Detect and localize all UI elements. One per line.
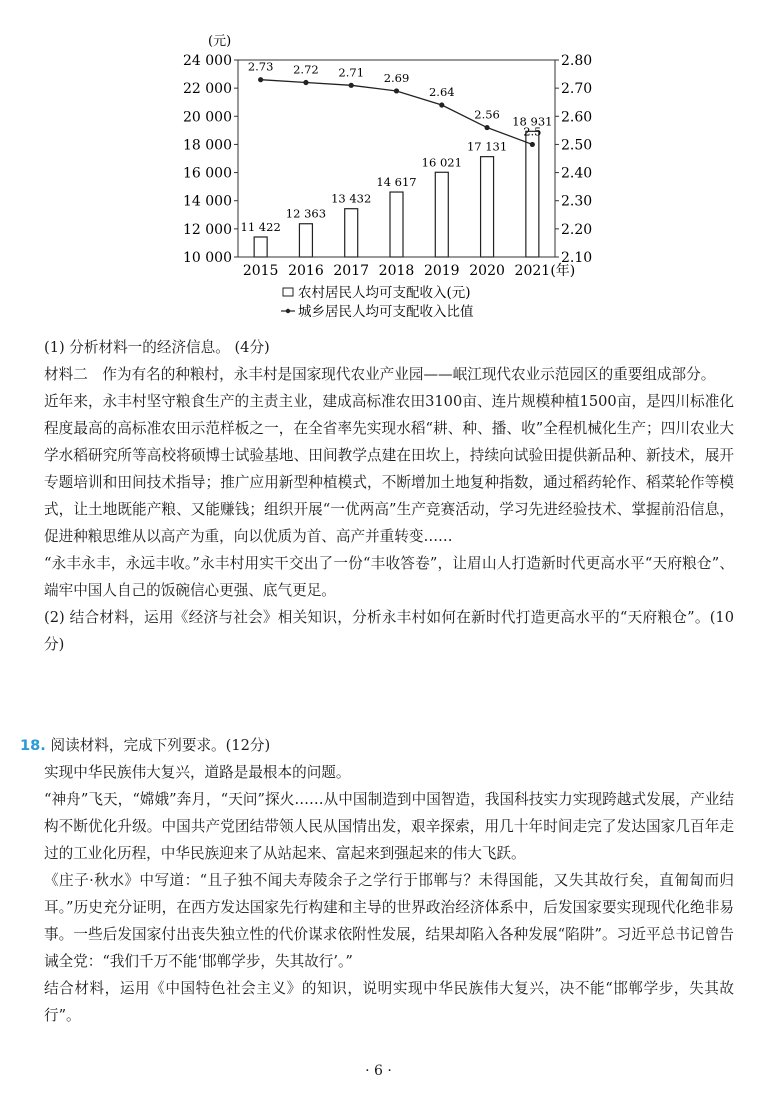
y-left-tick-label: 14 000 [183,193,232,210]
q18-paragraph-3: 《庄子·秋水》中写道：“且子独不闻夫寿陵余子之学行于邯郸与？未得国能，又失其故行矣，直匍匐而归耳。”历史充分证明，在西方发达国家先行构建和主导的世界政治经济体系中，后发国家要实现现代化绝非易事。一些后发国家付出丧失独立性的代价谋求依附性发展，结果却陷入各种发展“陷阱”。习近平总书记曾告诫全党：“我们千万不能‘邯郸学步，失其故行’。” [44,872,734,970]
x-tick-label: 2015 [242,263,279,279]
y-right-tick-label: 2.50 [561,137,593,154]
x-tick-label: 2016 [288,263,324,279]
rural-income-bar [435,172,448,257]
rural-income-bar-label: 14 617 [376,175,417,190]
q17-material-2-paragraph-2: “永丰永丰，永远丰收。”永丰村用实干交出了一份“丰收答卷”，让眉山人打造新时代更高水平“天府粮仓”、端牢中国人自己的饭碗信心更强、底气更足。 [44,555,734,599]
rural-income-bar [481,157,494,257]
x-tick-label: 2021 [514,263,551,279]
income-chart [0,0,757,330]
rural-income-bar-label: 18 931 [512,114,553,129]
rural-income-bar [390,192,403,257]
legend-line-marker [286,309,290,313]
legend-line-label: 城乡居民人均可支配收入比值 [298,304,474,320]
rural-income-bar-label: 17 131 [466,139,508,154]
income-ratio-label: 2.64 [428,85,455,100]
income-ratio-label: 2.73 [247,59,274,74]
q17-subquestion-1: (1) 分析材料一的经济信息。 (4分) [44,339,270,356]
page-number: · 6 · [365,1063,392,1079]
y-right-tick-label: 2.80 [561,53,593,69]
rural-income-bar [526,131,539,257]
q18-number: 18. [20,737,46,754]
income-ratio-label: 2.71 [338,65,365,80]
q18-paragraph-2: “神舟”飞天，“嫦娥”奔月，“天问”探火……从中国制造到中国智造，我国科技实力实现跨越式发展，产业结构不断优化升级。中国共产党团结带领人民从国情出发，艰辛探索，用几十年时间走完了发达国家几百年走过的工业化历程，中华民族迎来了从站起来、富起来到强起来的伟大飞跃。 [44,791,734,862]
income-ratio-point [349,83,354,88]
x-tick-label: 2020 [469,263,505,279]
income-ratio-label: 2.69 [383,70,410,85]
y-left-tick-label: 16 000 [183,165,232,182]
y-left-tick-label: 24 000 [183,53,232,69]
q17-material-2-paragraph-1: 近年来，永丰村坚守粮食生产的主责主业，建成高标准农田3100亩、连片规模种植1500亩，是四川标准化程度最高的高标准农田示范样板之一，在全省率先实现水稻“耕、种、播、收”全程机械化生产；四川农业大学水稻研究所等高校将硕博士试验基地、田间教学点建在田坎上，持续向试验田提供新品种、新技术，展开专题培训和田间技术指导；推广应用新型种植模式，不断增加土地复种指数，通过稻药轮作、稻菜轮作等模式，让土地既能产粮、又能赚钱；组织开展“一优两高”生产竞赛活动，学习先进经验技术、掌握前沿信息，促进种粮思维从以高产为重，向以优质为首、高产并重转变…… [44,393,734,545]
legend-bar-swatch [283,288,293,296]
y-left-unit: (元) [208,34,232,49]
q17-subquestion-2: (2) 结合材料，运用《经济与社会》相关知识，分析永丰村如何在新时代打造更高水平的“天府粮仓”。(10分) [44,609,734,653]
x-tick-label: 2018 [378,263,415,279]
rural-income-bar [345,209,358,257]
y-right-tick-label: 2.10 [561,250,593,266]
rural-income-bar-label: 12 363 [285,206,327,221]
y-left-tick-label: 20 000 [183,109,232,126]
income-ratio-point [303,80,308,85]
rural-income-bar-label: 13 432 [331,191,372,206]
legend-bar-label: 农村居民人均可支配收入(元) [298,285,471,301]
income-ratio-point [394,88,399,93]
rural-income-bar-label: 16 021 [421,155,462,170]
y-right-tick-label: 2.60 [561,109,593,126]
rural-income-bar-label: 11 422 [240,219,281,234]
y-left-tick-label: 12 000 [183,221,232,238]
x-tick-label: 2019 [423,263,460,279]
rural-income-bar [299,224,312,257]
y-right-tick-label: 2.20 [561,221,593,238]
y-right-tick-label: 2.40 [561,165,593,182]
question-18-text [20,732,734,1029]
y-left-tick-label: 10 000 [183,250,232,266]
x-tick-label: 2017 [333,263,370,279]
y-right-tick-label: 2.70 [561,81,593,98]
q18-heading: 阅读材料，完成下列要求。(12分) [50,737,271,754]
income-ratio-label: 2.72 [293,62,319,77]
y-left-tick-label: 18 000 [183,137,232,154]
y-right-tick-label: 2.30 [561,193,593,210]
income-ratio-point [530,142,535,147]
question-17-text [44,334,734,658]
income-ratio-point [484,125,489,130]
q18-paragraph-1: 实现中华民族伟大复兴，道路是最根本的问题。 [44,764,351,781]
q18-paragraph-4: 结合材料，运用《中国特色社会主义》的知识，说明实现中华民族伟大复兴，决不能“邯郸学步，失其故行”。 [44,980,734,1024]
y-left-tick-label: 22 000 [183,81,232,98]
rural-income-bar [254,237,267,257]
income-ratio-point [258,77,263,82]
income-ratio-label: 2.56 [474,107,500,122]
income-ratio-label: 2.5 [523,124,542,139]
q17-material-2-head: 材料二 作为有名的种粮村，永丰村是国家现代农业产业园——岷江现代农业示范园区的重要组成部分。 [44,366,716,383]
income-ratio-point [439,102,444,107]
x-unit: (年) [550,263,576,279]
